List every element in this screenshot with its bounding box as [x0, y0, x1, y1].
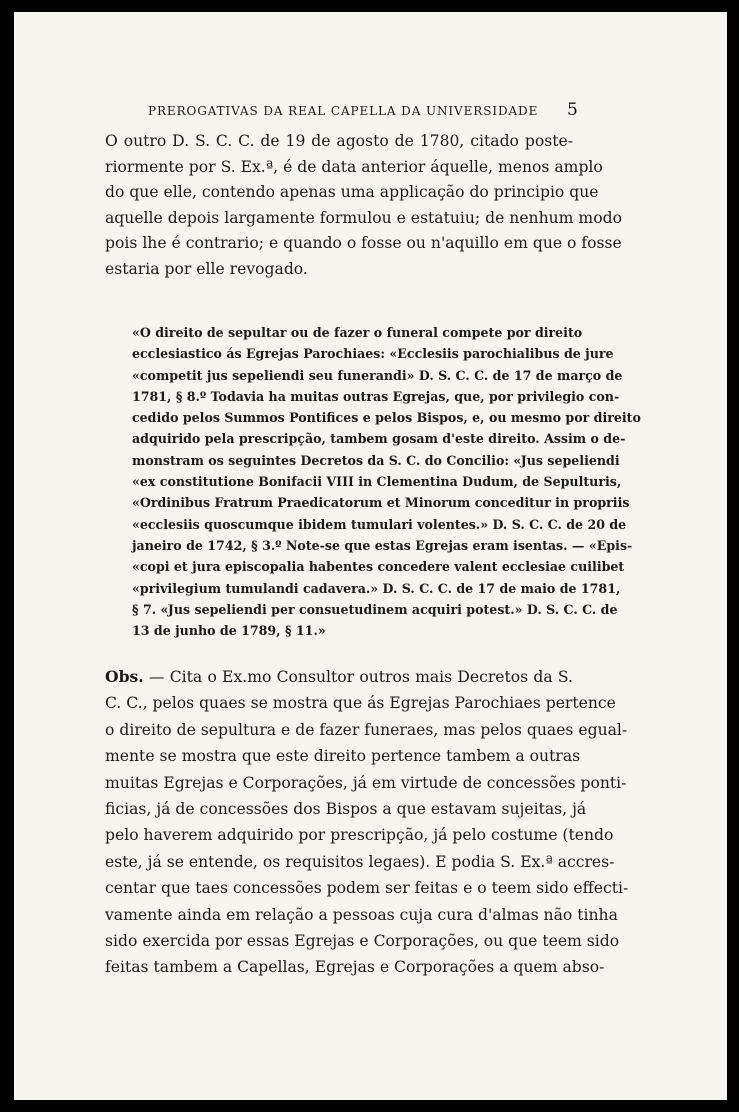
- quote-line: «copi et jura episcopalia habentes concedere valent ecclesiae cuilibet: [132, 559, 625, 575]
- text-line: o direito de sepultura e de fazer funeraes, mas pelos quaes egual-: [105, 720, 628, 739]
- text-line: centar que taes concessões podem ser feitas e o teem sido effecti-: [105, 879, 629, 898]
- text-line: pois lhe é contrario; e quando o fosse ou n'aquillo em que o fosse: [105, 234, 622, 253]
- text-line: vamente ainda em relação a pessoas cuja cura d'almas não tinha: [105, 905, 618, 924]
- text-line: do que elle, contendo apenas uma applicação do principio que: [105, 183, 599, 202]
- text-line: feitas tambem a Capellas, Egrejas e Corporações a quem abso-: [105, 958, 605, 977]
- text-line: muitas Egrejas e Corporações, já em virtude de concessões ponti-: [105, 773, 627, 792]
- text-line: O outro D. S. C. C. de 19 de agosto de 1780, citado poste-: [105, 132, 573, 150]
- quote-line: «privilegium tumulandi cadavera.» D. S. C. C. de 17 de maio de 1781,: [132, 580, 621, 596]
- block-quote: [132, 322, 641, 641]
- quote-line: «ecclesiis quoscumque ibidem tumulari volentes.» D. S. C. C. de 20 de: [132, 516, 627, 532]
- text-line: riormente por S. Ex.ª, é de data anterior áquelle, menos amplo: [105, 157, 603, 176]
- text-line: estaria por elle revogado.: [105, 259, 308, 278]
- text-line: este, já se entende, os requisitos legaes). E podia S. Ex.ª accres-: [105, 852, 615, 871]
- quote-line: 1781, § 8.º Todavia ha muitas outras Egrejas, que, por privilegio con-: [132, 388, 620, 404]
- quote-line: monstram os seguintes Decretos da S. C. do Concilio: «Jus sepeliendi: [132, 452, 620, 468]
- paragraph-decree-1780: [105, 129, 622, 283]
- text-line: mente se mostra que este direito pertence tambem a outras: [105, 747, 581, 766]
- observation-label: Obs.: [105, 667, 144, 686]
- text-line: C. C., pelos quaes se mostra que ás Egrejas Parochiaes pertence: [105, 694, 616, 713]
- running-header: PREROGATIVAS DA REAL CAPELLA DA UNIVERSIDADE: [148, 104, 539, 118]
- page-number: 5: [567, 100, 578, 120]
- book-page: [14, 12, 727, 1100]
- text-line: pelo haverem adquirido por prescripção, já pelo costume (tendo: [105, 826, 614, 845]
- quote-line: adquirido pela prescripção, tambem gosam d'este direito. Assim o de-: [132, 431, 626, 447]
- observation-paragraph: [105, 664, 629, 981]
- quote-line: ecclesiastico ás Egrejas Parochiaes: «Ecclesiis parochialibus de jure: [132, 346, 614, 362]
- text-line: sido exercida por essas Egrejas e Corporações, ou que teem sido: [105, 932, 620, 951]
- quote-line: «competit jus sepeliendi seu funerandi» D. S. C. C. de 17 de março de: [132, 367, 623, 383]
- text-line: [105, 664, 573, 690]
- quote-line: janeiro de 1742, § 3.º Note-se que estas Egrejas eram isentas. — «Epis-: [132, 537, 633, 553]
- quote-line: cedido pelos Summos Pontifices e pelos Bispos, e, ou mesmo por direito: [132, 410, 641, 426]
- text-line: ficias, já de concessões dos Bispos a que estavam sujeitas, já: [105, 800, 587, 819]
- text-line: aquelle depois largamente formulou e estatuiu; de nenhum modo: [105, 208, 622, 227]
- quote-line: 13 de junho de 1789, § 11.»: [132, 623, 326, 639]
- quote-line: § 7. «Jus sepeliendi per consuetudinem acquiri potest.» D. S. C. C. de: [132, 601, 618, 617]
- observation-first-line: — Cita o Ex.mo Consultor outros mais Decretos da S.: [143, 668, 573, 686]
- quote-line: «O direito de sepultar ou de fazer o funeral compete por direito: [132, 325, 583, 340]
- quote-line: «ex constitutione Bonifacii VIII in Clementina Dudum, de Sepulturis,: [132, 474, 622, 490]
- quote-line: «Ordinibus Fratrum Praedicatorum et Minorum conceditur in propriis: [132, 495, 630, 511]
